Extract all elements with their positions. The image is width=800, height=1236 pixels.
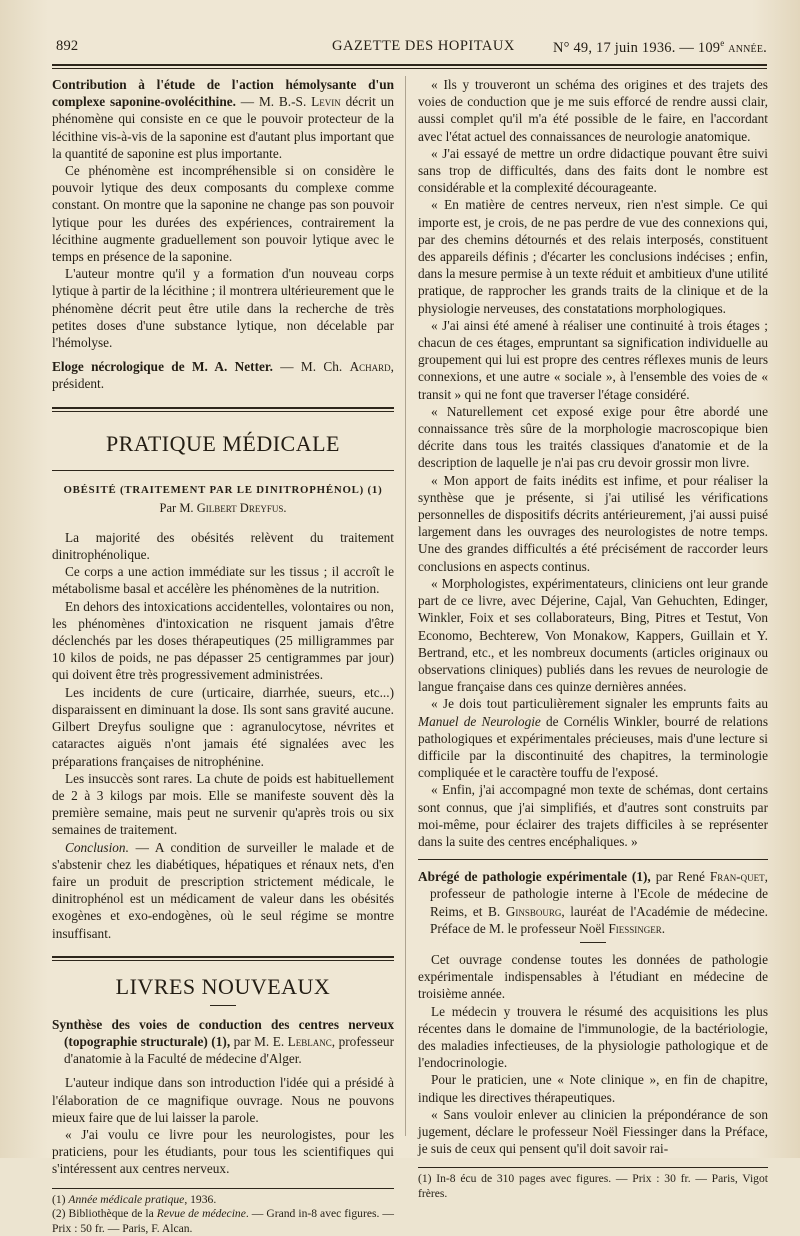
quote-paragraph: « J'ai ainsi été amené à réaliser une continuité à trois étages ; chacun de ces étages, empruntant sa signification individuelle au groupement qui lui est propre des centres réflexes munis de leurs connexions, et une autre « sociale », à l'ensemble des voies de « transit » qui ne font que traverser l'étage considéré. xyxy=(418,317,768,402)
footnote-rule xyxy=(418,1167,768,1168)
synthese-paragraph: « J'ai voulu ce livre pour les neurologistes, pour les praticiens, pour les étudiants, pour tous les scientifiques qui s'intéressent aux centres nerveux. xyxy=(52,1126,394,1177)
column-divider xyxy=(405,76,406,1136)
section-rule xyxy=(52,470,394,471)
quote-paragraph: « Enfin, j'ai accompagné mon texte de schémas, dont certains sont connus, que j'ai simplifiés, et d'autres sont construits par moi-même, pour éclairer des trajets difficiles à se représenter dans la suite des centres encéphaliques. » xyxy=(418,782,768,849)
obesite-paragraph: La majorité des obésités relèvent du traitement dinitrophénolique. xyxy=(52,529,394,563)
left-column xyxy=(52,76,394,1236)
page-header xyxy=(52,38,767,60)
section-divider xyxy=(52,956,394,961)
quote-paragraph: « En matière de centres nerveux, rien n'est simple. Ce qui importe est, je crois, de ne pas perdre de vue des connexions qui, par des chemins détournés et des relais interposés, constituent des appareils définis ; d'écarter les conclusions indécises ; enfin, dans la mesure permise à un texte réduit et ambitieux d'une utilité pratique, de rapprocher les grands traits de la clinique et de la physiologie nerveuses, des constatations morphologiques. xyxy=(418,197,768,316)
article-byline: Par M. Gilbert Dreyfus. xyxy=(159,500,287,515)
synthese-entry: Synthèse des voies de conduction des centres nerveux (topographie structurale) (1), par M. E. Leblanc, professeur d'anatomie à la Faculté de médecine d'Alger. xyxy=(52,1016,394,1067)
contribution-paragraph: L'auteur montre qu'il y a formation d'un nouveau corps lytique à partir de la lécithine ; il montrera ultérieurement que le phénomène décrit peut être utile dans la recherche de très petites doses d'une substance lytique, non décelable par l'hémolyse. xyxy=(52,266,394,351)
journal-title: GAZETTE DES HOPITAUX xyxy=(332,38,515,54)
quote-paragraph: « Ils y trouveront un schéma des origines et des trajets des voies de conduction que je me suis efforcé de rendre aussi clair, aussi complet qu'il m'a été possible de le faire, en l'accordant avec l'état actuel des connaissances de neurologie anatomique. xyxy=(418,77,768,144)
obesite-paragraph: En dehors des intoxications accidentelles, volontaires ou non, les phénomènes d'intoxication ne risquent jamais d'être déclenchés par les doses thérapeutiques (25 milligrammes par 10 kilos de poids, ne pas dépasser 25 centigrammes par jour) qui doivent être très progressivement administrées. xyxy=(52,598,394,683)
footnote-rule xyxy=(52,1188,394,1189)
quote-paragraph: « J'ai essayé de mettre un ordre didactique pouvant être suivi sans trop de difficultés, dans des faits dont le nombre est considérable et la complexité décourageante. xyxy=(418,145,768,196)
short-rule xyxy=(210,1005,236,1006)
eloge-entry: Eloge nécrologique de M. A. Netter. — M. Ch. Achard, président. xyxy=(52,359,394,392)
obesite-conclusion: Conclusion. — A condition de surveiller le malade et de s'abstenir chez les diabétiques, hépatiques et rénaux nets, d'en faire un produit de prescription strictement médicale, le dinitrophénol est un médicament de valeur dans les obésités exogènes et exo-endogènes, où le seul régime se montre insuffisant. xyxy=(52,839,394,941)
abrege-paragraph: Le médecin y trouvera le résumé des acquisitions les plus récentes dans le domaine de l'immunologie, de la bactériologie, des maladies infectieuses, de la physiologie pathologique et de l'endocrinologie. xyxy=(418,1003,768,1071)
section-title-pratique: PRATIQUE MÉDICALE xyxy=(106,430,340,456)
obesite-paragraph: Les insuccès sont rares. La chute de poids est habituellement de 2 à 3 kilogs par mois. Elle se manifeste souvent dès la première semaine, mais peut ne survenir qu'après trois ou six semaines de traitement. xyxy=(52,770,394,838)
quote-paragraph: « Morphologistes, expérimentateurs, cliniciens ont leur grande part de ce livre, avec Déjerine, Cajal, Van Gehuchten, Edinger, Winkler, Foix et ses collaborateurs, Bing, Pitres et Testut, Von Economo, Bechterew, Von Monakow, Kappers, Guillain et Y. Bertrand, etc., et les nombreux documents (articles originaux ou observations cliniques) publiés dans les revues de neurologie de langue française dans ces quinze dernières années. xyxy=(418,575,768,695)
footnote-1: (1) Année médicale pratique, 1936. xyxy=(52,1192,217,1206)
section-divider xyxy=(52,407,394,412)
section-title-livres: LIVRES NOUVEAUX xyxy=(115,973,331,999)
issue-info: N° 49, 17 juin 1936. — 109e année. xyxy=(552,38,767,56)
obesite-paragraph: Ce corps a une action immédiate sur les tissus ; il accroît le métabolisme basal et accélère les phénomènes de la nutrition. xyxy=(52,564,394,597)
short-rule xyxy=(580,942,606,943)
abrege-paragraph: « Sans vouloir enlever au clinicien la prépondérance de son jugement, déclare le professeur Noël Fiessinger dans la Préface, je suis de ceux qui pensent qu'il doit savoir rai- xyxy=(418,1106,768,1157)
quote-paragraph: « Mon apport de faits inédits est infime, et pour réaliser la synthèse que je présente, si j'ai utilisé les vérifications personnelles de dispositifs décrits antérieurement, j'ai aussi puisé largement dans les ouvrages des neurologistes de notre temps. Une des grandes difficultés a été précisément de raccorder leurs conclusions en aspects continus. xyxy=(418,472,768,574)
quote-paragraph: « Naturellement cet exposé exige pour être abordé une connaissance très sûre de la morphologie macroscopique bien décrite dans tous les traités classiques d'anatomie et de la description de laquelle je n'ai pas cru devoir grossir mon livre. xyxy=(418,403,768,471)
obesite-paragraph: Les incidents de cure (urticaire, diarrhée, sueurs, etc...) disparaissent en diminuant la dose. Ils sont sans gravité aucune. Gilbert Dreyfus souligne que : agranulocytose, névrites et cataractes aiguës n'ont jamais été signalées avec les préparations françaises de nitrophénine. xyxy=(52,684,394,769)
abrege-paragraph: Cet ouvrage condense toutes les données de pathologie expérimentale indispensables à l'étudiant en médecine de troisième année. xyxy=(418,951,768,1002)
right-column xyxy=(418,76,768,1201)
entry-rule xyxy=(418,859,768,860)
article-title-obesite: OBÉSITÉ (TRAITEMENT PAR LE DINITROPHÉNOL) (1) xyxy=(63,483,383,496)
header-rule xyxy=(52,64,767,69)
footnote-right: (1) In-8 écu de 310 pages avec figures. — Prix : 30 fr. — Paris, Vigot frères. xyxy=(418,1172,768,1200)
footnote-2: (2) Bibliothèque de la Revue de médecine. — Grand in-8 avec figures. — Prix : 50 fr. — Paris, F. Alcan. xyxy=(52,1207,395,1235)
contribution-paragraph: Ce phénomène est incompréhensible si on considère le pouvoir lytique des deux composants du complexe comme constant. On montre que la saponine ne change pas son pouvoir lytique pour les durées des expériences, contrairement la lécithine augmente graduellement son pouvoir lytique avec le temps en présence de la saponine. xyxy=(52,163,394,265)
contribution-entry: Contribution à l'étude de l'action hémolysante d'un complexe saponine-ovolécithine. — M. B.-S. Levin décrit un phénomène qui consiste en ce que le pouvoir protecteur de la lécithine vis-à-vis de la saponine est d'autant plus important que la quantité de saponine est plus importante. xyxy=(52,77,394,161)
quote-paragraph: « Je dois tout particulièrement signaler les emprunts faits au Manuel de Neurologie de Cornélis Winkler, bourré de relations pathologiques et expérimentales précieuses, mais d'une lecture si difficile par la discontinuité des chapitres, la terminologie compliquée et le caractère touffu de l'exposé. xyxy=(418,696,768,781)
page-number: 892 xyxy=(56,38,79,54)
synthese-paragraph: L'auteur indique dans son introduction l'idée qui a présidé à l'élaboration de ce magnifique ouvrage. Nous ne pouvons mieux faire que de lui laisser la parole. xyxy=(52,1075,394,1125)
abrege-paragraph: Pour le praticien, une « Note clinique », en fin de chapitre, indique les directives thérapeutiques. xyxy=(418,1072,768,1105)
abrege-entry: Abrégé de pathologie expérimentale (1), par René Fran-quet, professeur de pathologie interne à l'Ecole de médecine de Reims, et B. Ginsbourg, lauréat de l'Académie de médecine. Préface de M. le professeur Noël Fiessinger. xyxy=(418,869,768,936)
